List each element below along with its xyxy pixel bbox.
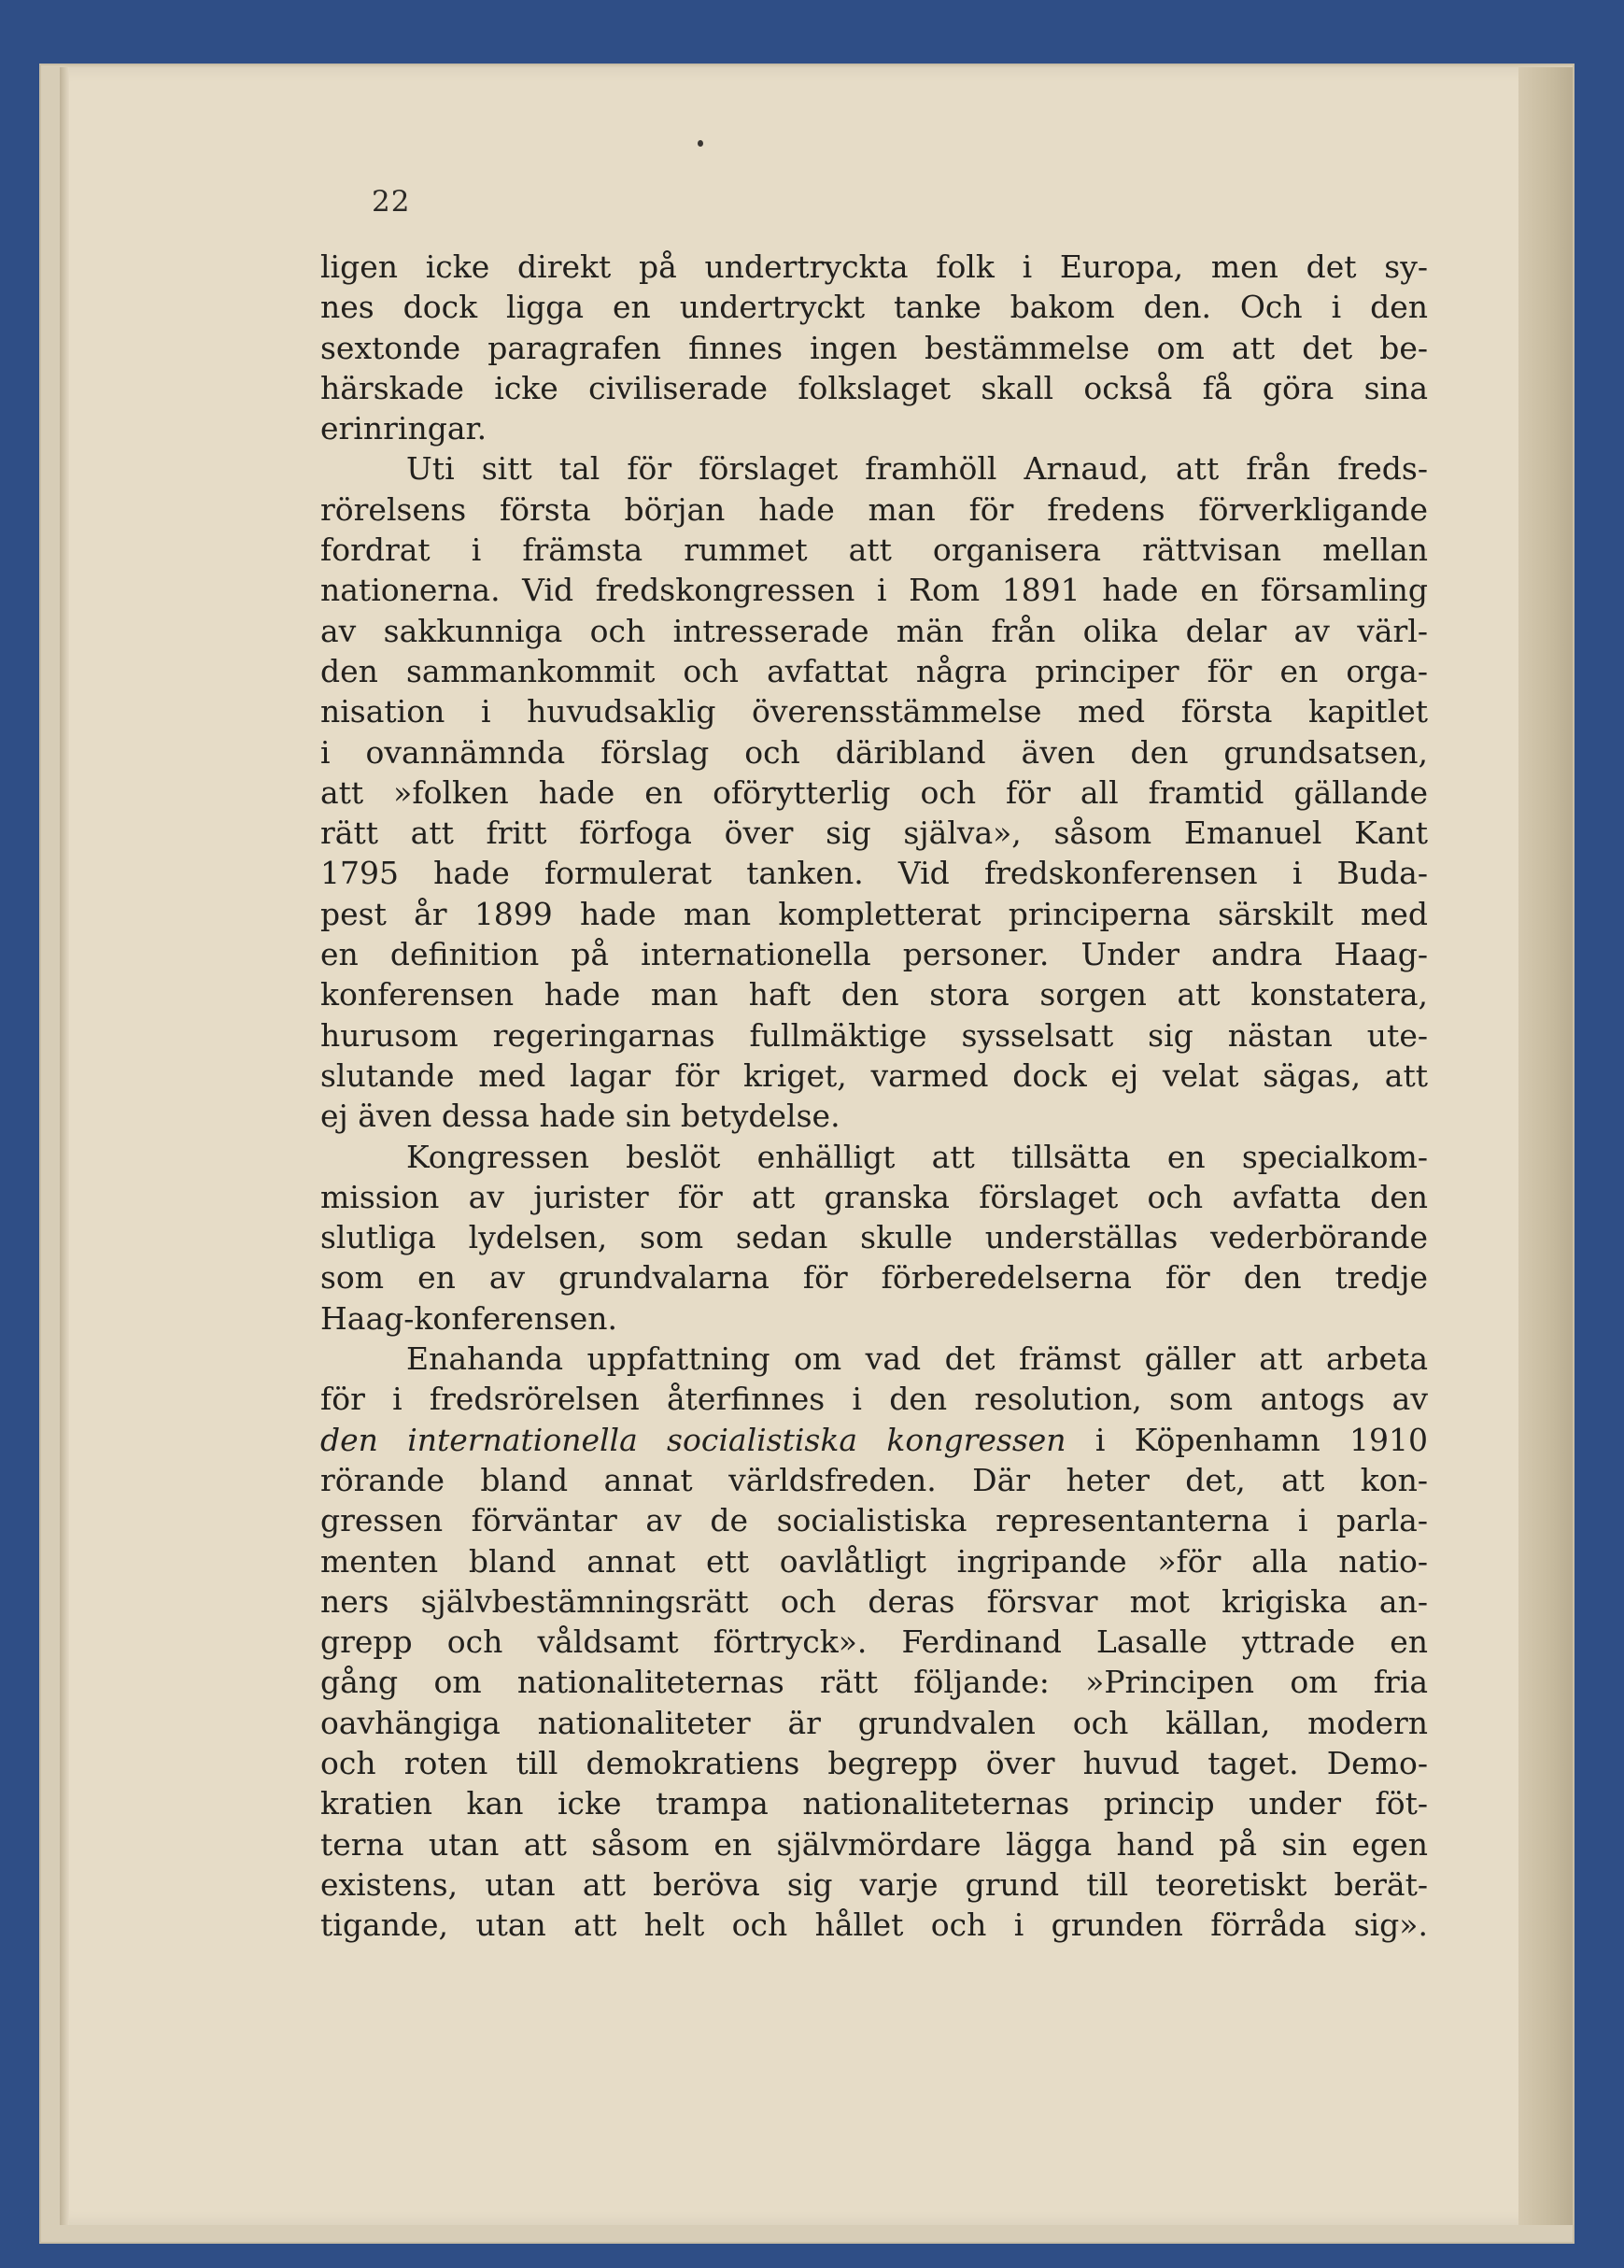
body-text bbox=[320, 247, 1428, 1945]
text-line: gressen förväntar av de socialistiska representanterna i parla- bbox=[320, 1502, 1428, 1539]
text-line: en definition på internationella personer. Under andra Haag- bbox=[320, 936, 1428, 973]
text-line: nationerna. Vid fredskongressen i Rom 1891 hade en församling bbox=[320, 572, 1428, 609]
text-line: mission av jurister för att granska förslaget och avfatta den bbox=[320, 1178, 1428, 1215]
text-line: ej även dessa hade sin betydelse. bbox=[320, 1098, 840, 1135]
page-edge bbox=[1518, 67, 1573, 2225]
text-line: nisation i huvudsaklig överensstämmelse med första kapitlet bbox=[320, 693, 1428, 730]
text-line: erinringar. bbox=[320, 410, 487, 447]
text-line: Enahanda uppfattning om vad det främst gäller att arbeta bbox=[406, 1340, 1428, 1378]
text-line: nes dock ligga en undertryckt tanke bakom den. Och i den bbox=[320, 289, 1428, 326]
text-line: Kongressen beslöt enhälligt att tillsätta en specialkom- bbox=[406, 1138, 1428, 1175]
text-line: menten bland annat ett oavlåtligt ingripande »för alla natio- bbox=[320, 1542, 1428, 1580]
text-line: 1795 hade formulerat tanken. Vid fredskonferensen i Buda- bbox=[320, 855, 1428, 892]
text-line bbox=[320, 1420, 1428, 1460]
text-line: Haag-konferensen. bbox=[320, 1299, 618, 1337]
text-line: att »folken hade en oförytterlig och för all framtid gällande bbox=[320, 773, 1428, 811]
text-line: tigande, utan att helt och hållet och i grunden förråda sig». bbox=[320, 1907, 1428, 1944]
text-line: härskade icke civiliserade folkslaget skall också få göra sina bbox=[320, 369, 1428, 406]
text-line: av sakkunniga och intresserade män från olika delar av värl- bbox=[320, 612, 1428, 649]
text-span: i Köpenhamn 1910 bbox=[1066, 1421, 1428, 1458]
text-line: slutande med lagar för kriget, varmed dock ej velat sägas, att bbox=[320, 1056, 1428, 1094]
text-line: ners självbestämningsrätt och deras försvar mot krigiska an- bbox=[320, 1582, 1428, 1620]
page-gutter bbox=[60, 67, 69, 2225]
text-line: gång om nationaliteternas rätt följande: »Principen om fria bbox=[320, 1664, 1428, 1701]
text-line: pest år 1899 hade man kompletterat principerna särskilt med bbox=[320, 895, 1428, 932]
text-line: kratien kan icke trampa nationaliteternas princip under föt- bbox=[320, 1785, 1428, 1822]
text-line: ligen icke direkt på undertryckta folk i Europa, men det sy- bbox=[320, 248, 1428, 285]
text-line: konferensen hade man haft den stora sorgen att konstatera, bbox=[320, 976, 1428, 1014]
text-line: som en av grundvalarna för förberedelserna för den tredje bbox=[320, 1259, 1428, 1297]
text-line: existens, utan att beröva sig varje grund till teoretiskt berät- bbox=[320, 1865, 1428, 1903]
page-number: 22 bbox=[372, 185, 411, 219]
text-line: oavhängiga nationaliteter är grundvalen och källan, modern bbox=[320, 1704, 1428, 1741]
text-line: för i fredsrörelsen återfinnes i den resolution, som antogs av bbox=[320, 1381, 1428, 1418]
text-line: sextonde paragrafen finnes ingen bestämmelse om att det be- bbox=[320, 329, 1428, 366]
text-line: rätt att fritt förfoga över sig själva», såsom Emanuel Kant bbox=[320, 815, 1428, 852]
text-line: slutliga lydelsen, som sedan skulle underställas vederbörande bbox=[320, 1219, 1428, 1256]
text-line: terna utan att såsom en självmördare lägga hand på sin egen bbox=[320, 1825, 1428, 1863]
text-line: Uti sitt tal för förslaget framhöll Arnaud, att från freds- bbox=[406, 450, 1428, 488]
italic-text: den internationella socialistiska kongressen bbox=[320, 1421, 1066, 1458]
text-line: rörande bland annat världsfreden. Där heter det, att kon- bbox=[320, 1461, 1428, 1498]
text-line: grepp och våldsamt förtryck». Ferdinand Lasalle yttrade en bbox=[320, 1623, 1428, 1661]
text-line: fordrat i främsta rummet att organisera rättvisan mellan bbox=[320, 532, 1428, 569]
text-line: rörelsens första början hade man för fredens förverkligande bbox=[320, 490, 1428, 528]
text-line: den sammankommit och avfattat några principer för en orga- bbox=[320, 652, 1428, 689]
text-line: hurusom regeringarnas fullmäktige sysselsatt sig nästan ute- bbox=[320, 1016, 1428, 1054]
text-line: och roten till demokratiens begrepp över huvud taget. Demo- bbox=[320, 1744, 1428, 1781]
text-line: i ovannämnda förslag och däribland även den grundsatsen, bbox=[320, 733, 1428, 771]
ink-speck bbox=[698, 140, 703, 147]
